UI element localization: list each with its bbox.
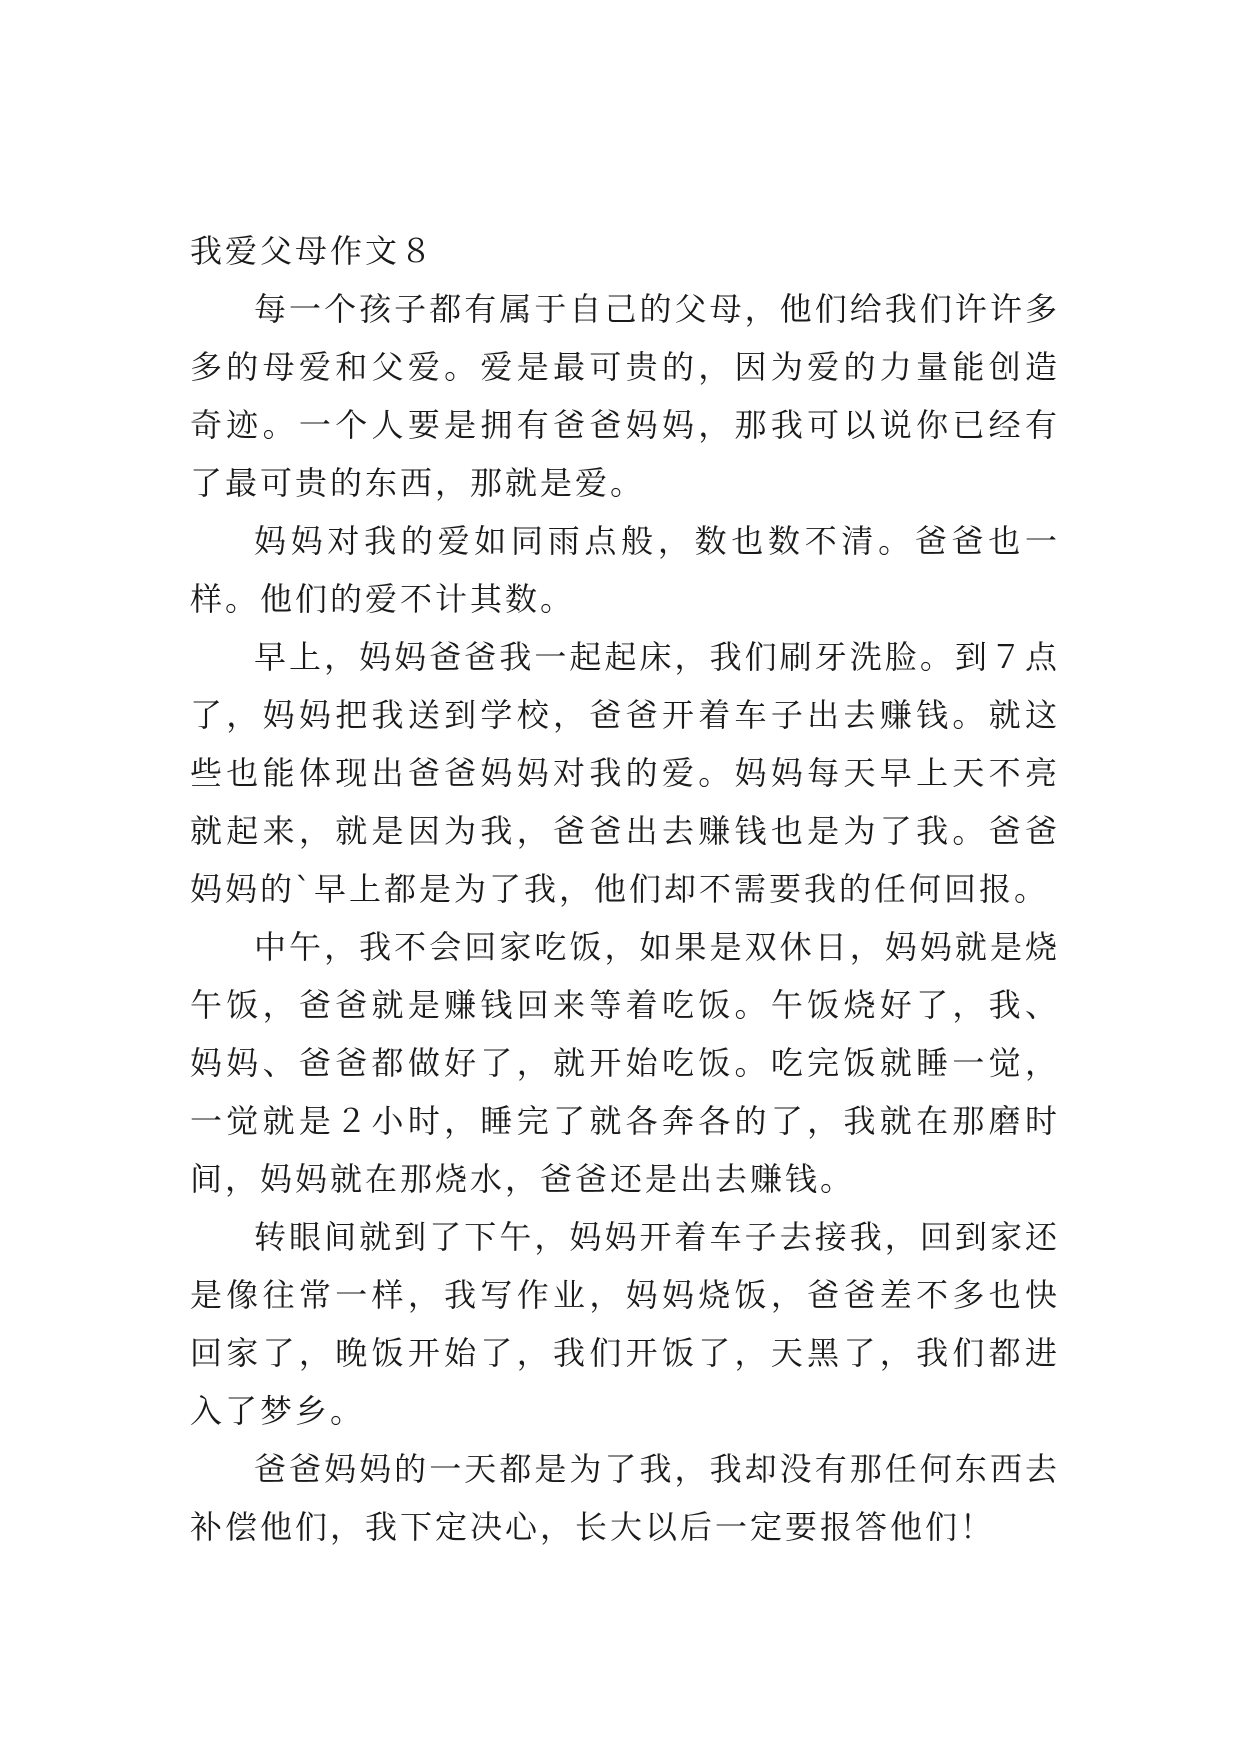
document-body: [190, 222, 1060, 1556]
paragraph: 爸爸妈妈的一天都是为了我，我却没有那任何东西去补偿他们，我下定决心，长大以后一定要报答他们！: [190, 1450, 1060, 1546]
paragraph: 转眼间就到了下午，妈妈开着车子去接我，回到家还是像往常一样，我写作业，妈妈烧饭，爸爸差不多也快回家了，晚饭开始了，我们开饭了，天黑了，我们都进入了梦乡。: [190, 1218, 1060, 1430]
paragraph: 每一个孩子都有属于自己的父母，他们给我们许许多多的母爱和父爱。爱是最可贵的，因为爱的力量能创造奇迹。一个人要是拥有爸爸妈妈，那我可以说你已经有了最可贵的东西，那就是爱。: [190, 290, 1060, 502]
document-title: 我爱父母作文８: [190, 232, 436, 270]
paragraph: 早上，妈妈爸爸我一起起床，我们刷牙洗脸。到７点了，妈妈把我送到学校，爸爸开着车子出去赚钱。就这些也能体现出爸爸妈妈对我的爱。妈妈每天早上天不亮就起来，就是因为我，爸爸出去赚钱也是为了我。爸爸妈妈的`早上都是为了我，他们却不需要我的任何回报。: [190, 638, 1060, 908]
paragraph: 中午，我不会回家吃饭，如果是双休日，妈妈就是烧午饭，爸爸就是赚钱回来等着吃饭。午饭烧好了，我、妈妈、爸爸都做好了，就开始吃饭。吃完饭就睡一觉，一觉就是２小时，睡完了就各奔各的了，我就在那磨时间，妈妈就在那烧水，爸爸还是出去赚钱。: [190, 928, 1060, 1198]
paragraph: 妈妈对我的爱如同雨点般，数也数不清。爸爸也一样。他们的爱不计其数。: [190, 522, 1060, 618]
